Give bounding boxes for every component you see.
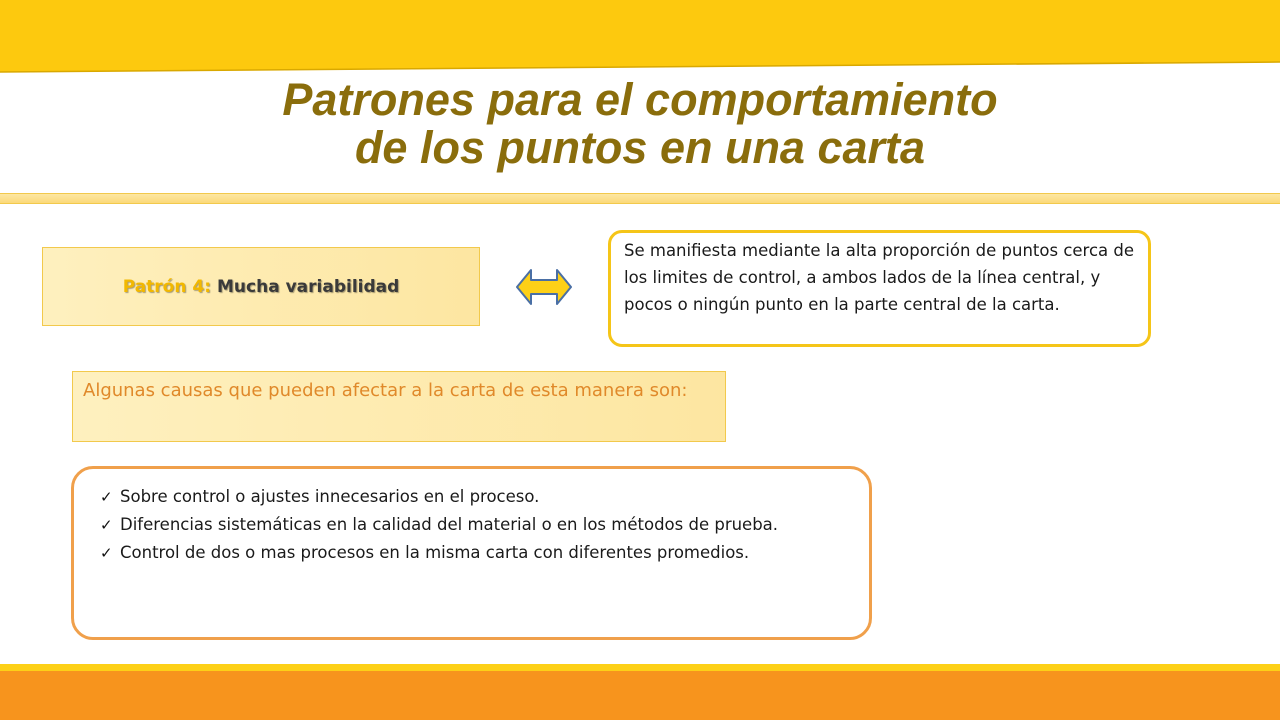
list-item: [100, 483, 849, 511]
causes-list-box: [71, 466, 872, 640]
list-item-text: Control de dos o mas procesos en la misma carta con diferentes promedios.: [120, 543, 750, 562]
causes-list: [100, 483, 849, 567]
list-item-text: Diferencias sistemáticas en la calidad del material o en los métodos de prueba.: [120, 515, 779, 534]
bottom-accent-line: [0, 664, 1280, 671]
pattern-description: Se manifiesta mediante la alta proporción de puntos cerca de los limites de control, a ambos lados de la línea central, y pocos o ningún punto en la parte central de la carta.: [608, 230, 1151, 347]
top-banner: [0, 0, 1280, 80]
pattern-label-box: [42, 247, 480, 326]
page-title-line-2: de los puntos en una carta: [354, 122, 926, 173]
checkmark-icon: ✓: [100, 516, 113, 534]
checkmark-icon: ✓: [100, 488, 113, 506]
list-item: [100, 539, 849, 567]
bottom-banner: [0, 671, 1280, 720]
page-title-line-1: Patrones para el comportamiento: [282, 74, 998, 125]
title-divider: [0, 193, 1280, 204]
page-title: [140, 76, 1140, 172]
pattern-name: Mucha variabilidad: [217, 276, 400, 297]
list-item: [100, 511, 849, 539]
double-arrow-icon: [516, 268, 572, 306]
list-item-text: Sobre control o ajustes innecesarios en el proceso.: [120, 487, 540, 506]
causes-heading: Algunas causas que pueden afectar a la carta de esta manera son:: [72, 371, 726, 442]
pattern-number: Patrón 4:: [122, 276, 211, 297]
checkmark-icon: ✓: [100, 544, 113, 562]
